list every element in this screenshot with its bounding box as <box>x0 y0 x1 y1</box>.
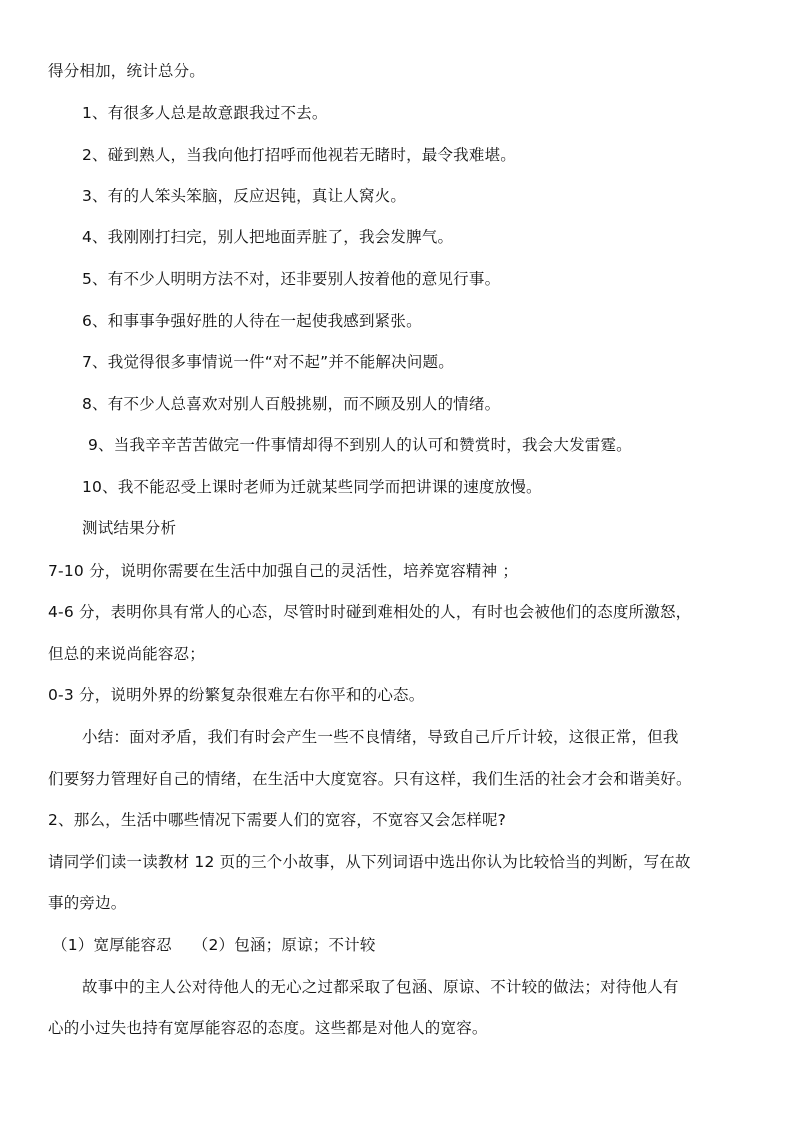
summary-line: 小结：面对矛盾，我们有时会产生一些不良情绪，导致自己斤斤计较，这很正常，但我 <box>82 728 679 746</box>
question-item: 1、有很多人总是故意跟我过不去。 <box>82 104 328 122</box>
result-line: 但总的来说尚能容忍； <box>48 645 206 663</box>
question-item: 9、当我辛辛苦苦做完一件事情却得不到别人的认可和赞赏时，我会大发雷霆。 <box>88 436 632 454</box>
question-item: 10、我不能忍受上课时老师为迁就某些同学而把讲课的速度放慢。 <box>82 478 542 496</box>
instruction-line: 事的旁边。 <box>48 894 127 912</box>
question-item: 8、有不少人总喜欢对别人百般挑剔，而不顾及别人的情绪。 <box>82 395 501 413</box>
question-item: 3、有的人笨头笨脑，反应迟钝，真让人窝火。 <box>82 187 407 205</box>
question-two: 2、那么，生活中哪些情况下需要人们的宽容，不宽容又会怎样呢? <box>48 811 507 829</box>
question-item: 5、有不少人明明方法不对，还非要别人按着他的意见行事。 <box>82 270 501 288</box>
question-item: 4、我刚刚打扫完，别人把地面弄脏了，我会发脾气。 <box>82 228 454 246</box>
analysis-heading: 测试结果分析 <box>82 519 177 537</box>
question-item: 7、我觉得很多事情说一件“对不起”并不能解决问题。 <box>82 353 454 371</box>
conclusion-line: 故事中的主人公对待他人的无心之过都采取了包涵、原谅、不计较的做法；对待他人有 <box>82 978 679 996</box>
options-line: （1）宽厚能容忍 （2）包涵；原谅；不计较 <box>52 936 376 954</box>
result-line: 4-6 分，表明你具有常人的心态，尽管时时碰到难相处的人，有时也会被他们的态度所激怒， <box>48 603 692 621</box>
intro-line: 得分相加，统计总分。 <box>48 62 206 80</box>
instruction-line: 请同学们读一读教材 12 页的三个小故事，从下列词语中选出你认为比较恰当的判断，写在故 <box>48 853 691 871</box>
question-item: 6、和事事争强好胜的人待在一起使我感到紧张。 <box>82 312 422 330</box>
summary-line: 们要努力管理好自己的情绪，在生活中大度宽容。只有这样，我们生活的社会才会和谐美好。 <box>48 770 692 788</box>
result-line: 7-10 分，说明你需要在生活中加强自己的灵活性，培养宽容精神 ； <box>48 562 519 580</box>
result-line: 0-3 分，说明外界的纷繁复杂很难左右你平和的心态。 <box>48 686 425 704</box>
question-item: 2、碰到熟人，当我向他打招呼而他视若无睹时，最令我难堪。 <box>82 146 516 164</box>
conclusion-line: 心的小过失也持有宽厚能容忍的态度。这些都是对他人的宽容。 <box>48 1019 488 1037</box>
